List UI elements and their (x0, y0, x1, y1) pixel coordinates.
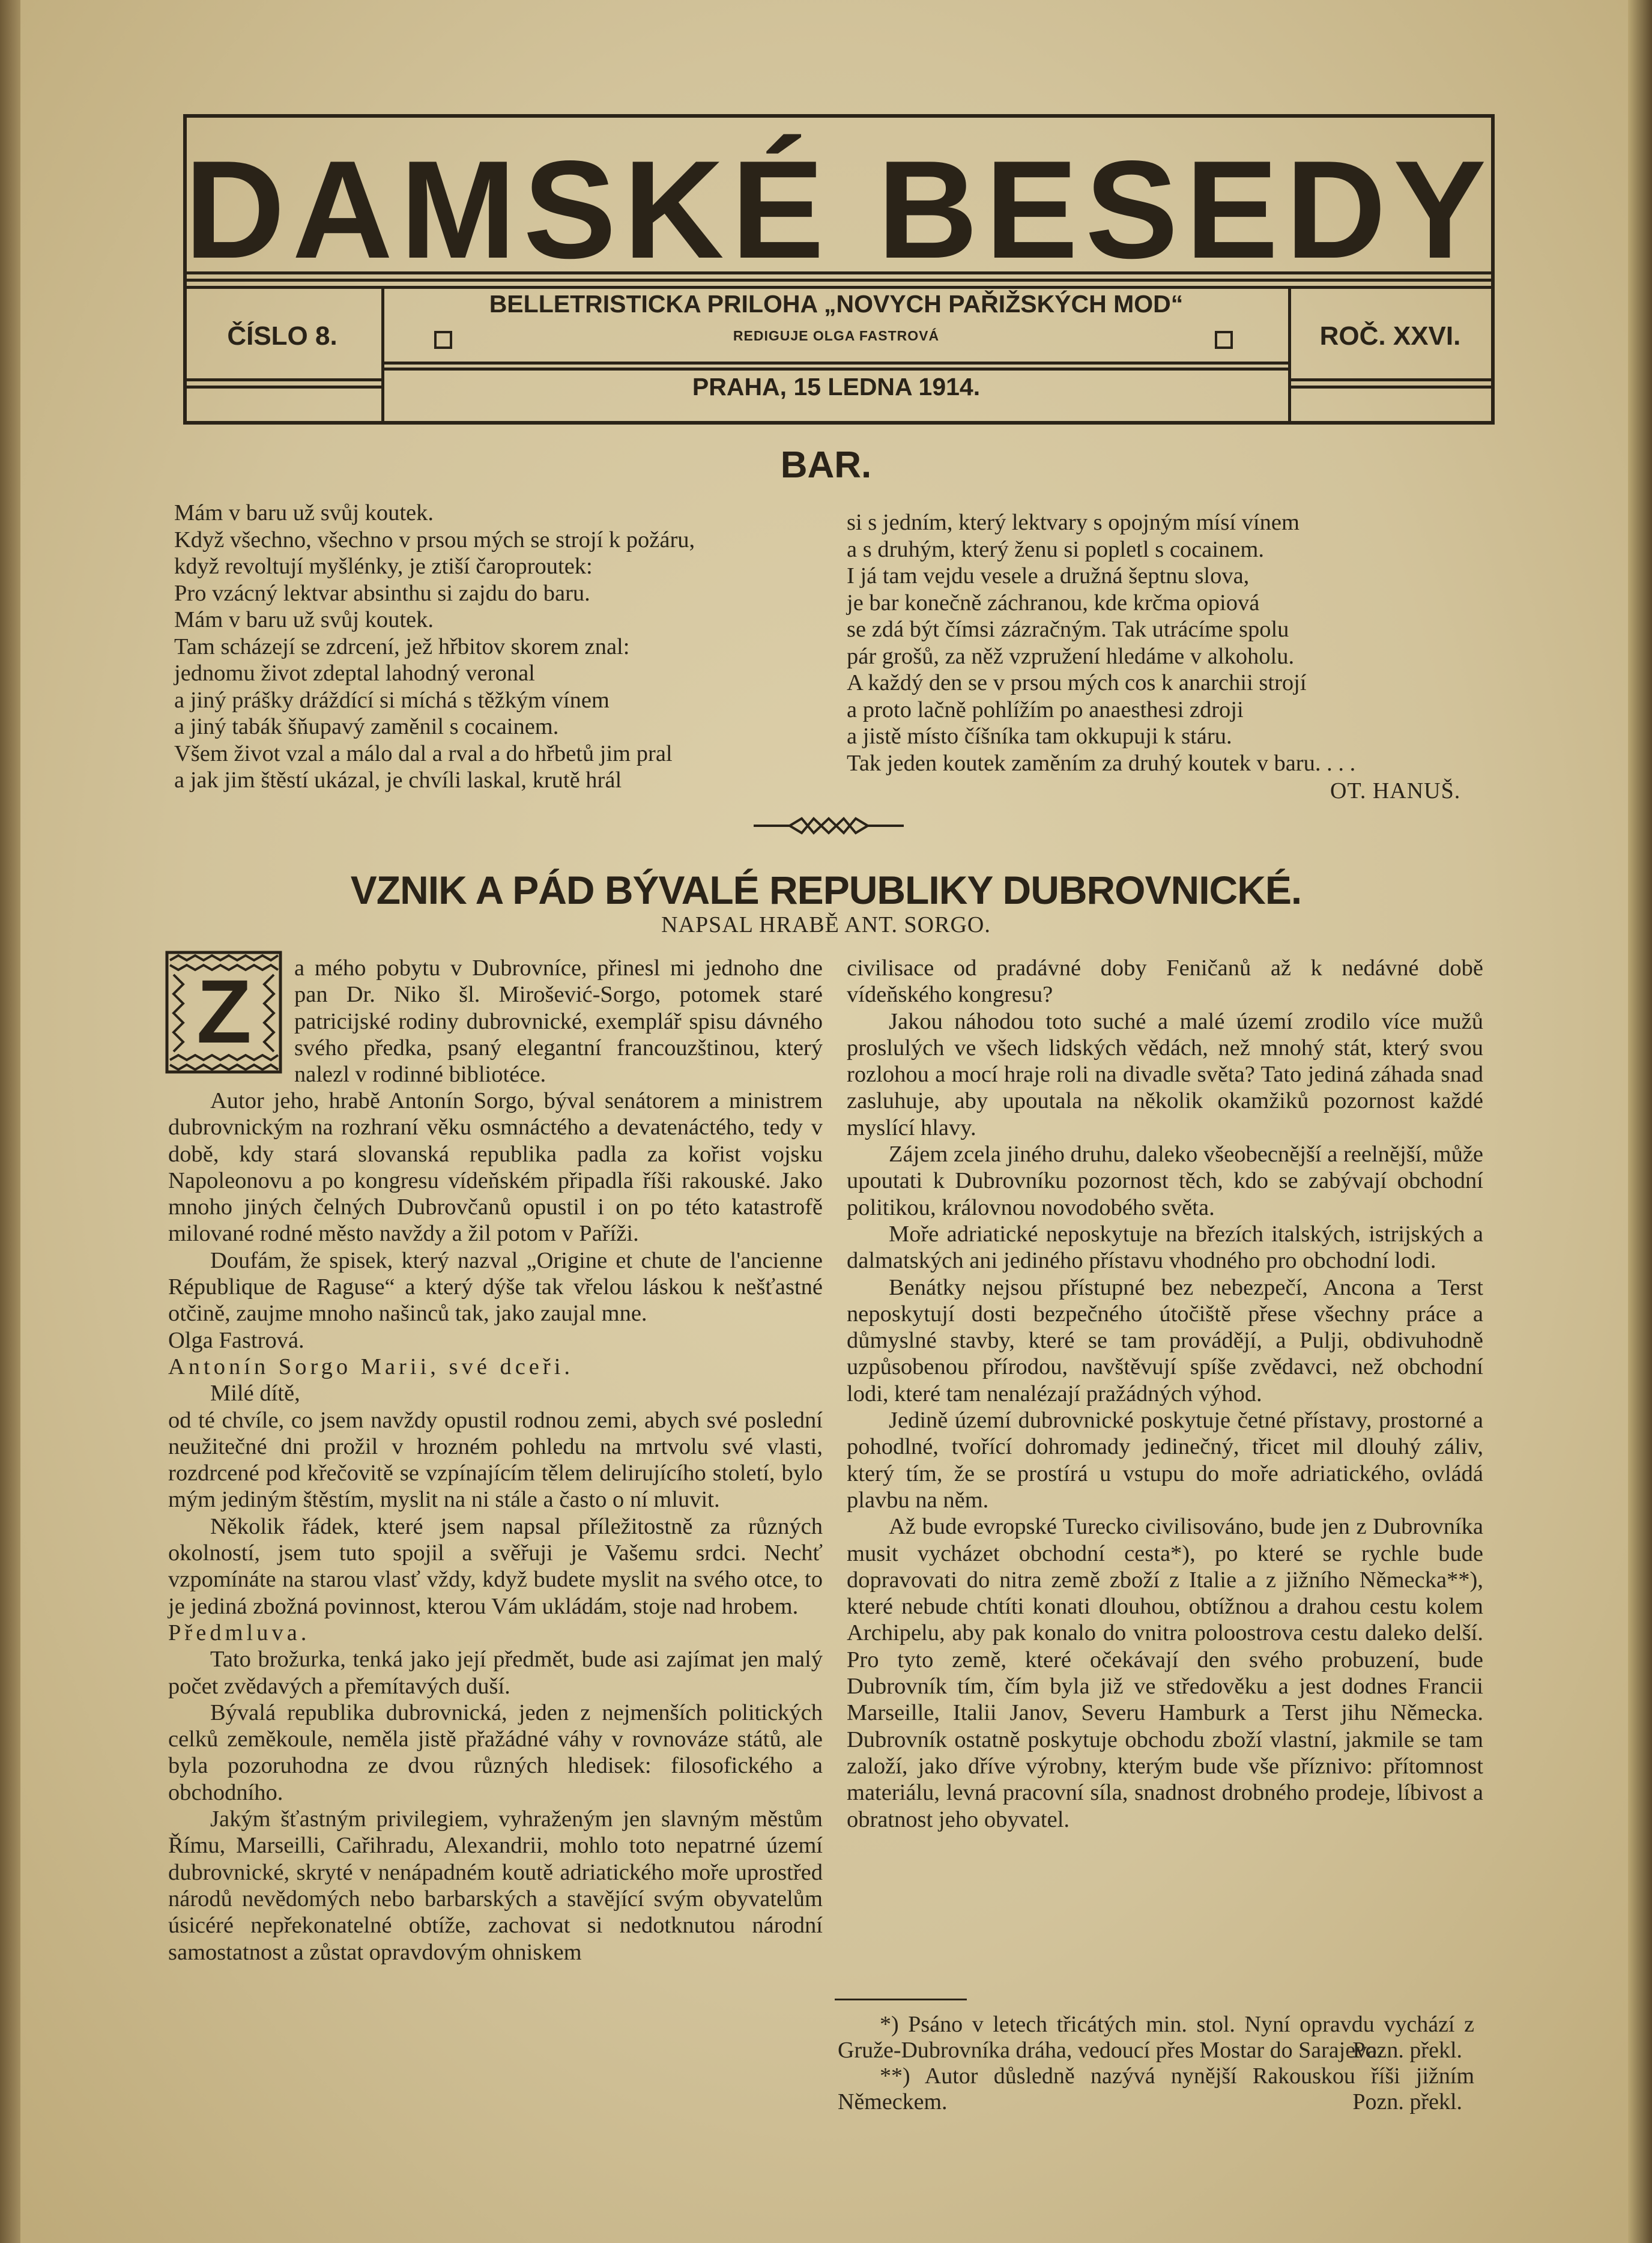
footnote-2-note: Pozn. překl. (1352, 2089, 1462, 2114)
article-left-column (168, 955, 823, 1966)
article-paragraph: Autor jeho, hrabě Antonín Sorgo, býval senátorem a ministrem dubrovnickým na rozhraní věku osmnáctého a devatenáctého, tedy v době, kdy stará slovanská republika padla za kořist vojsku Napoleonovu a po kongresu vídeňském připadla říši rakouské. Jako mnoho jiných čelných Dubrovčanů opustil i on po této katastrofě milované rodné město navždy a žil potom v Paříži. (168, 1088, 823, 1247)
poem-line: Tam scházejí se zdrcení, jež hřbitov skorem znal: (174, 634, 630, 659)
poem-line: si s jedním, který lektvary s opojným mísí vínem (847, 510, 1300, 535)
article-right-column (847, 955, 1483, 1833)
poem-line: a jak jim štěstí ukázal, je chvíli laskal, krutě hrál (174, 767, 622, 793)
drop-cap-letter: Z (196, 961, 252, 1062)
poem-line: A každý den se v prsou mých cos k anarchii strojí (847, 670, 1307, 695)
article-paragraph: Jedině území dubrovnické poskytuje četné přístavy, prostorné a pohodlné, tvořící dohromady jedinečný, třicet mil dlouhý záliv, který tím, že se prostírá u vstupu do moře adriatického, ovládá plavbu na něm. (847, 1408, 1483, 1513)
masthead-rule (1291, 378, 1492, 381)
poem-line: Mám v baru už svůj koutek. (174, 607, 434, 632)
dedication-line: Antonín Sorgo Marii, své dceři. (168, 1354, 574, 1379)
poem-line: jednomu život zdeptal lahodný veronal (174, 661, 535, 686)
letter-paragraph: od té chvíle, co jsem navždy opustil rodnou zemi, abych své poslední neužitečné dni prožil v hrozném pohledu na mrtvolu své vlasti, rozdrcené pod křečovitě se vzpínajícím tělem delirujícího století, bylo mým jediným štěstím, myslit na ni stále a často o ní mluvit. (168, 1407, 823, 1513)
poem-line: a jistě místo číšníka tam okkupuji k stáru. (847, 724, 1232, 749)
poem-line: a s druhým, který ženu si popletl s cocainem. (847, 536, 1264, 562)
article-paragraph: civilisace od pradávné doby Feničanů až k nedávné době vídeňského kongresu? (847, 955, 1483, 1008)
issue-number: ČÍSLO 8. (227, 321, 337, 351)
page-binding-edge (0, 0, 20, 2243)
preface-paragraph: Tato brožurka, tenká jako její předmět, bude asi zajímat jen malý počet zvědavých a přemítavých duší. (168, 1647, 823, 1699)
article-byline: NAPSAL HRABĚ ANT. SORGO. (661, 912, 991, 937)
article-title: VZNIK A PÁD BÝVALÉ REPUBLIKY DUBROVNICKÉ. (350, 868, 1302, 912)
footnote-rule (835, 1999, 967, 2000)
masthead-rule (1291, 386, 1492, 389)
poem-line: se zdá být čímsi zázračným. Tak utrácíme spolu (847, 617, 1289, 642)
poem-line: je bar konečně záchranou, kde krčma opiová (847, 590, 1260, 616)
masthead-rule (183, 271, 1495, 274)
poem-line: I já tam vejdu vesele a družná šeptnu slova, (847, 563, 1250, 589)
supplement-subtitle: BELLETRISTICKA PRILOHA „NOVYCH PAŘIŽSKÝCH MOD“ (489, 290, 1184, 318)
poem-line: Mám v baru už svůj koutek. (174, 500, 434, 525)
poem-line: pár grošů, za něž vzpružení hledáme v alkoholu. (847, 643, 1295, 669)
poem-line: a jiný prášky dráždící si míchá s těžkým vínem (174, 687, 610, 713)
masthead-rule (183, 279, 1495, 282)
footnote-2: **) Autor důsledně nazývá nynější Rakouskou říši jižním Německem. (838, 2063, 1474, 2114)
poem-right-column (847, 509, 1355, 776)
footnote-1-note: Pozn. překl. (1352, 2038, 1462, 2063)
editor-credit: REDIGUJE OLGA FASTROVÁ (733, 328, 940, 344)
poem-line: Všem život vzal a málo dal a rval a do hřbetů jim pral (174, 740, 673, 766)
preface-title: Předmluva. (168, 1620, 310, 1645)
article-paragraph: Až bude evropské Turecko civilisováno, bude jen z Dubrovníka musit vycházet obchodní cesta*), po které se rychle bude dopravovati do nitra země zboží z Italie a z jižního Německa**), které nebude chtíti konati dlouhou, obtížnou a drahou cestu kolem Archipelu, aby pak konalo do vnitra poloostrova cestu daleko delší. Pro tyto země, které očekávají den svého probuzení, bude Dubrovník tím, čím byla již ve středověku a jest dodnes Francii Marseille, Italii Janov, Severu Hamburk a Terst jihu Německa. Dubrovník ostatně poskytuje obchodu zboží vlastní, jakmile se tam založí, jako dříve výrobny, kterým bude vše příznivo: přítomnost materiálu, levná pracovní síla, snadnost drobného prodeje, líbivost a obratnost jeho obyvatel. (847, 1514, 1483, 1832)
article-paragraph: Benátky nejsou přístupné bez nebezpečí, Ancona a Terst neposkytují dosti bezpečného útočiště přese všechny práce a důmyslné stavby, které se tam provádějí, a Pulji, obdivuhodně uzpůsobenou přírodou, navštěvují spíše zvědavci, než obchodní lodi, které tam nenalézají pražádných výhod. (847, 1274, 1483, 1406)
poem-title: BAR. (780, 444, 872, 486)
square-ornament-icon (1215, 331, 1233, 349)
poem-line: když revoltují myšlénky, je ztiší čaroproutek: (174, 554, 593, 579)
page-right-edge (1628, 0, 1652, 2243)
poem-line: Tak jeden koutek zaměním za druhý koutek v baru. . . . (847, 750, 1356, 776)
preface-paragraph: Bývalá republika dubrovnická, jeden z nejmenších politických celků zeměkoule, neměla jistě přažádné váhy v rovnováze států, ale byla pozoruhodna ze dvou různých hledisek: filosofického a obchodního. (168, 1700, 823, 1805)
article-paragraph: Doufám, že spisek, který nazval „Origine et chute de l'ancienne République de Raguse“ a který dýše tak vřelou láskou k nešťastné otčině, zaujme mnoho našinců tak, jako zaujal mne. (168, 1247, 823, 1327)
article-paragraph: Jakou náhodou toto suché a malé území zrodilo více mužů proslulých ve všech lidských vědách, než mnohý stát, který svou rozlohou a mocí hraje roli na divadle světa? Tato jediná záhada snad zasluhuje, aby upoutala na několik okamžiků pozornost každé myslící hlavy. (847, 1008, 1483, 1140)
masthead-divider (1288, 286, 1291, 421)
footnotes (838, 2012, 1474, 2115)
poem-line: a proto lačně pohlížím po anaesthesi zdroji (847, 697, 1244, 722)
salutation: Milé dítě, (210, 1381, 300, 1406)
issue-date: PRAHA, 15 LEDNA 1914. (692, 373, 981, 401)
masthead-rule (384, 362, 1288, 365)
volume-number: ROČ. XXVI. (1319, 321, 1461, 351)
masthead-rule (183, 378, 381, 381)
divider-ornament-icon (754, 814, 904, 838)
masthead (183, 114, 1492, 423)
preface-paragraph: Jakým šťastným privilegiem, vyhraženým jen slavným městům Římu, Marseilli, Cařihradu, Alexandrii, mohlo toto nepatrné území dubrovnické, skryté v nenápadném koutě adriatického moře uprostřed národů nevědomých nebo barbarských a stavějící svým obyvatelům úsicéré nepřekonatelné obtíže, zachovat si nedotknutou národní samostatnost a zůstat opravdovým ohniskem (168, 1806, 823, 1965)
poem-line: Když všechno, všechno v prsou mých se strojí k požáru, (174, 527, 695, 552)
masthead-rule (183, 386, 381, 389)
article-paragraph: Zájem zcela jiného druhu, daleko všeobecnější a reelnější, může upoutati k Dubrovníku pozornost těch, kdo se zabývají obchodní politikou, královnou novodobého světa. (847, 1142, 1483, 1220)
poem-line: Pro vzácný lektvar absinthu si zajdu do baru. (174, 580, 590, 606)
poem-left-column (174, 500, 695, 794)
poem-line: a jiný tabák šňupavý zaměnil s cocainem. (174, 714, 559, 739)
poem-author: OT. HANUŠ. (1330, 778, 1461, 804)
translator-signature: Olga Fastrová. (168, 1327, 304, 1353)
letter-paragraph: Několik řádek, které jsem napsal příležitostně za různých okolností, jsem tuto spojil a svěřuji je Vašemu srdci. Nechť vzpomínáte na starou vlasť vždy, když budete myslit na svého otce, to je jediná zbožná povinnost, kterou Vám ukládám, stoje nad hrobem. (168, 1513, 823, 1619)
article-paragraph: Moře adriatické neposkytuje na březích italských, istrijských a dalmatských ani jediného přístavu vhodného pro obchodní lodi. (847, 1221, 1483, 1274)
masthead-title: DAMSKÉ BESEDY (184, 132, 1493, 288)
footnote-1: *) Psáno v letech třicátých min. stol. Nyní opravdu vychází z Gruže-Dubrovníka dráha, vedoucí přes Mostar do Sarajeva. (838, 2012, 1474, 2063)
article-intro: a mého pobytu v Dubrovníce, přinesl mi jednoho dne pan Dr. Niko šl. Mirošević-Sorgo, potomek staré patricijské rodiny dubrovnické, exemplář spisu dávného svého předka, psaný elegantní francouzštinou, který nalezl v rodinné bibliotéce. (294, 955, 823, 1088)
